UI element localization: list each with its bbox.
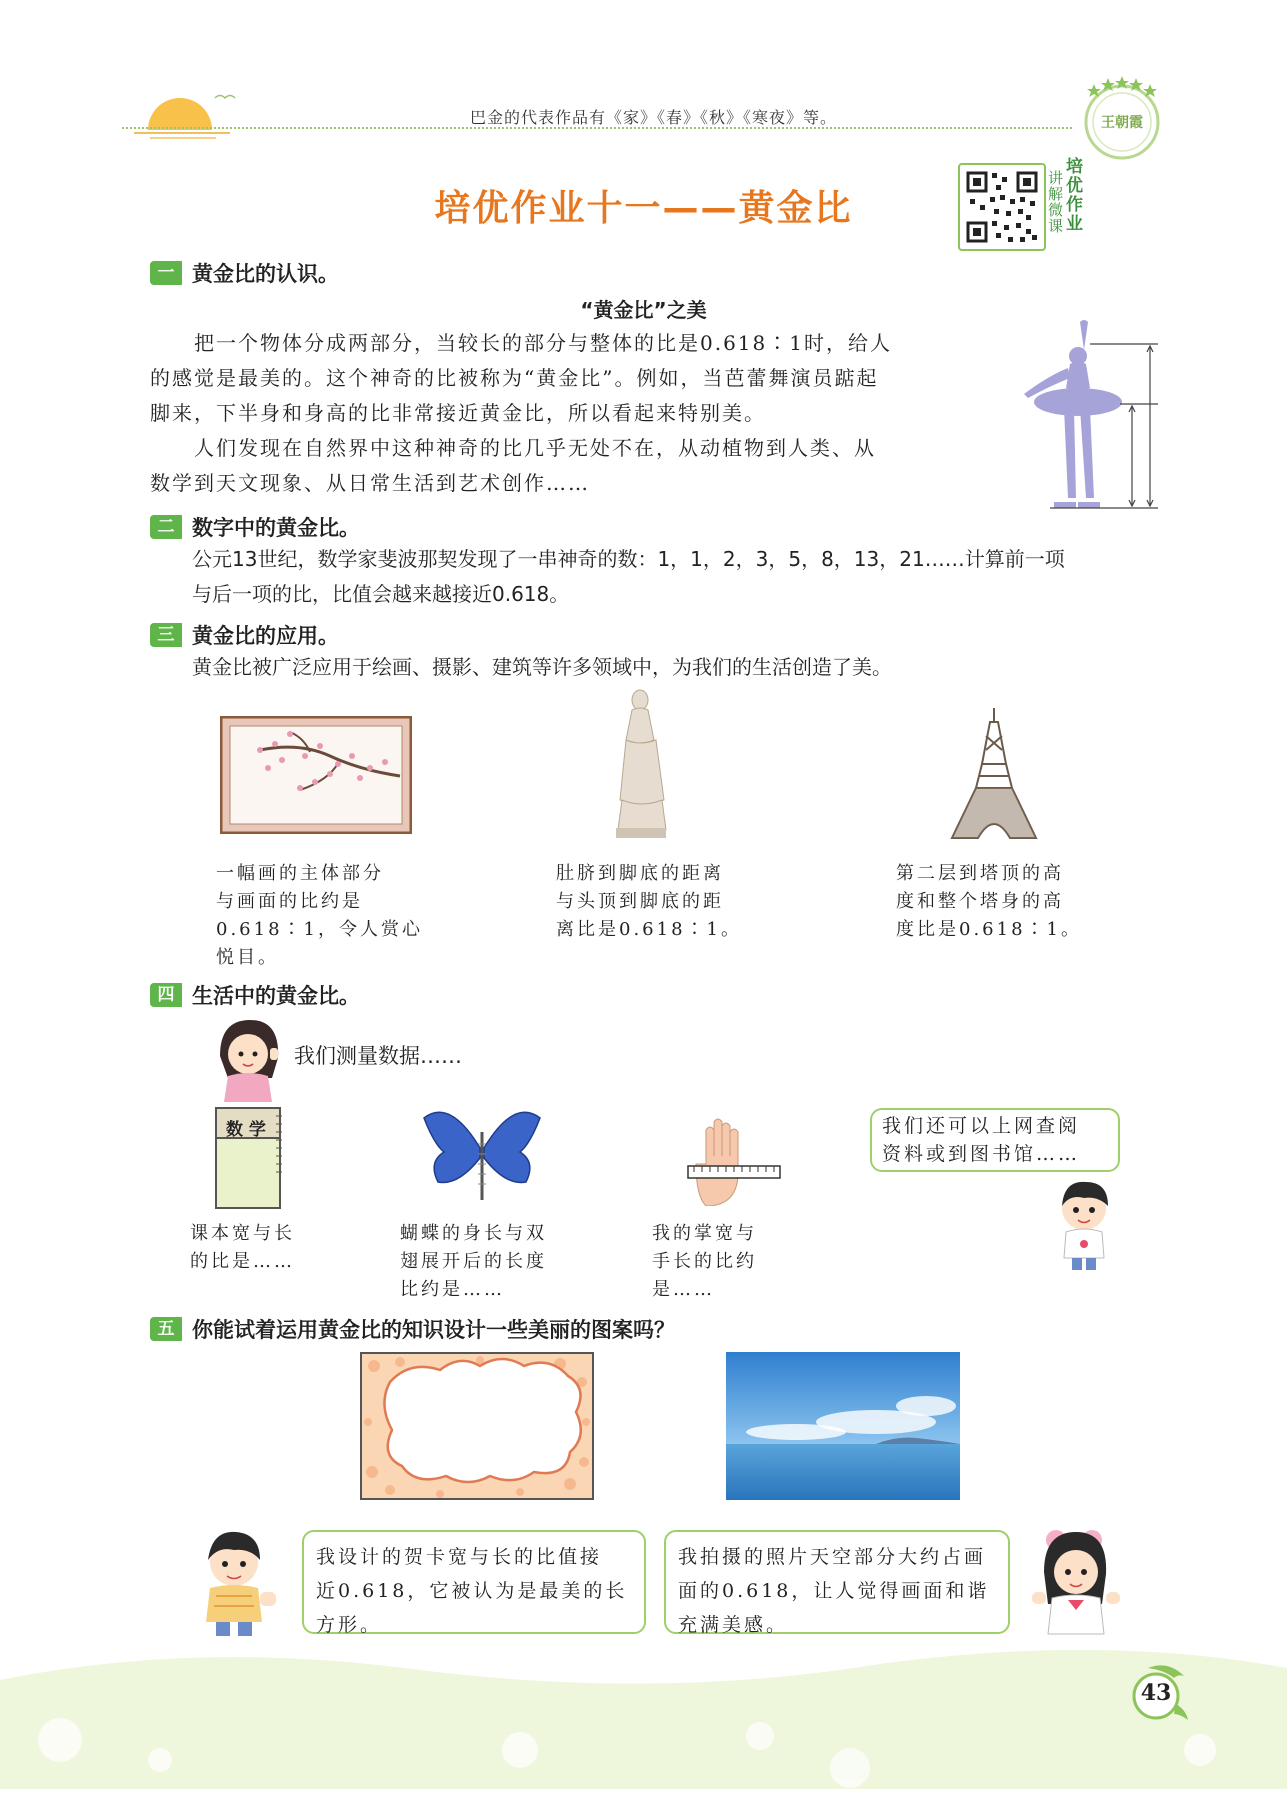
caption-line: 是…… xyxy=(652,1279,715,1300)
header-decor xyxy=(120,70,240,140)
bubble-line: 资料或到图书馆…… xyxy=(882,1143,1081,1165)
girl-icon xyxy=(212,1016,282,1102)
bubble-line: 我拍摄的照片天空部分大约占画 xyxy=(678,1546,987,1568)
caption-line: 蝴蝶的身长与双 xyxy=(400,1223,547,1244)
sun-icon xyxy=(120,70,240,140)
text-line: 公元13世纪，数学家斐波那契发现了一串神奇的数：1，1，2，3，5，8，13，21……计算前一项 xyxy=(192,547,1065,571)
header-text: 巴金的代表作品有《家》《春》《秋》《寒夜》等。 xyxy=(470,108,838,127)
sea-photo xyxy=(726,1352,960,1500)
card-speech-bubble xyxy=(302,1530,646,1634)
section-4-badge: 四 xyxy=(150,983,182,1007)
photo-speech-bubble xyxy=(664,1530,1010,1634)
section-5-heading xyxy=(150,1314,675,1344)
library-speech-bubble xyxy=(870,1108,1120,1172)
section-2-text xyxy=(192,542,1162,612)
caption-tower xyxy=(896,860,1116,944)
section-1-title: 黄金比的认识。 xyxy=(192,262,339,286)
girl-speech: 我们测量数据…… xyxy=(294,1044,462,1068)
section-2-badge: 二 xyxy=(150,515,182,539)
caption-line: 课本宽与长 xyxy=(190,1223,295,1244)
boy-character-1 xyxy=(1054,1178,1114,1270)
text-line: 与后一项的比，比值会越来越接近0.618。 xyxy=(192,582,570,606)
text-line: 把一个物体分成两部分，当较长的部分与整体的比是0.618∶1时，给人 xyxy=(150,331,892,355)
caption-line: 翅展开后的长度 xyxy=(400,1251,547,1272)
section-2-heading xyxy=(150,512,360,542)
page-number-badge xyxy=(1128,1660,1192,1724)
logo-text: 王朝霞 xyxy=(1101,115,1143,131)
caption-line: 度和整个塔身的高 xyxy=(896,891,1064,912)
greeting-card-design xyxy=(360,1352,594,1500)
caption-hand xyxy=(652,1220,802,1304)
caption-line: 悦目。 xyxy=(216,947,279,968)
bubble-line: 我设计的贺卡宽与长的比值接 xyxy=(316,1546,603,1568)
caption-line: 第二层到塔顶的高 xyxy=(896,863,1064,884)
bubble-line: 充满美感。 xyxy=(678,1614,789,1636)
caption-line: 与画面的比约是 xyxy=(216,891,363,912)
text-line: 数学到天文现象、从日常生活到艺术创作…… xyxy=(150,471,590,495)
ballerina-icon xyxy=(1010,316,1160,512)
caption-line: 0.618∶1，令人赏心 xyxy=(216,919,423,940)
caption-line: 度比是0.618∶1。 xyxy=(896,919,1082,940)
section-5-badge: 五 xyxy=(150,1317,182,1341)
brand-logo xyxy=(1078,74,1166,162)
caption-book xyxy=(190,1220,360,1276)
caption-line: 我的掌宽与 xyxy=(652,1223,757,1244)
boy-icon xyxy=(194,1526,282,1636)
section-3-badge: 三 xyxy=(150,623,182,647)
text-line: 脚来，下半身和身高的比非常接近黄金比，所以看起来特别美。 xyxy=(150,401,766,425)
bubble-line: 方形。 xyxy=(316,1614,383,1636)
boy-icon xyxy=(1054,1178,1114,1270)
section-3-intro: 黄金比被广泛应用于绘画、摄影、建筑等许多领域中，为我们的生活创造了美。 xyxy=(192,655,892,679)
hand-ruler-image xyxy=(684,1110,784,1206)
caption-line: 比约是…… xyxy=(400,1279,505,1300)
page-number: 43 xyxy=(1140,1680,1172,1706)
girl-icon xyxy=(1030,1526,1122,1638)
eiffel-tower-image xyxy=(948,706,1040,840)
caption-line: 的比是…… xyxy=(190,1251,295,1272)
butterfly-image xyxy=(422,1104,542,1204)
text-line: 的感觉是最美的。这个神奇的比被称为“黄金比”。例如，当芭蕾舞演员踮起 xyxy=(150,366,879,390)
text-line: 人们发现在自然界中这种神奇的比几乎无处不在，从动植物到人类、从 xyxy=(150,436,876,460)
qr-icon xyxy=(960,165,1044,249)
caption-line: 肚脐到脚底的距离 xyxy=(556,863,724,884)
footer-background xyxy=(0,1650,1287,1789)
caption-line: 一幅画的主体部分 xyxy=(216,863,384,884)
caption-line: 手长的比约 xyxy=(652,1251,757,1272)
ballerina-figure xyxy=(1010,316,1160,512)
qr-code[interactable] xyxy=(958,163,1046,251)
book-label: 数 学 xyxy=(226,1120,266,1140)
section-4-heading xyxy=(150,980,360,1010)
section-1-badge: 一 xyxy=(150,261,182,285)
section-1-heading xyxy=(150,258,339,288)
qr-label-1: 讲解微课 xyxy=(1048,169,1064,235)
section-4-title: 生活中的黄金比。 xyxy=(192,984,360,1008)
section-1-subtitle: “黄金比”之美 xyxy=(580,298,707,322)
section-2-title: 数字中的黄金比。 xyxy=(192,516,360,540)
section-1-text xyxy=(150,326,1010,501)
section-5-title: 你能试着运用黄金比的知识设计一些美丽的图案吗？ xyxy=(192,1318,675,1342)
girl-character-2 xyxy=(1030,1526,1122,1638)
caption-painting xyxy=(216,860,436,972)
qr-label-2: 培优作业 xyxy=(1066,157,1083,234)
caption-line: 与头顶到脚底的距 xyxy=(556,891,724,912)
statue-image xyxy=(610,688,672,840)
section-3-heading xyxy=(150,620,339,650)
bubble-line: 面的0.618，让人觉得画面和谐 xyxy=(678,1580,990,1602)
page-title: 培优作业十一——黄金比 xyxy=(434,188,853,229)
caption-statue xyxy=(556,860,776,944)
boy-character-2 xyxy=(194,1526,282,1636)
bubble-line: 近0.618，它被认为是最美的长 xyxy=(316,1580,628,1602)
caption-butterfly xyxy=(400,1220,600,1304)
painting-image xyxy=(220,716,412,834)
girl-character xyxy=(212,1016,282,1102)
math-book-image xyxy=(214,1106,286,1212)
caption-line: 离比是0.618∶1。 xyxy=(556,919,742,940)
section-3-title: 黄金比的应用。 xyxy=(192,624,339,648)
bubble-line: 我们还可以上网查阅 xyxy=(882,1115,1081,1137)
